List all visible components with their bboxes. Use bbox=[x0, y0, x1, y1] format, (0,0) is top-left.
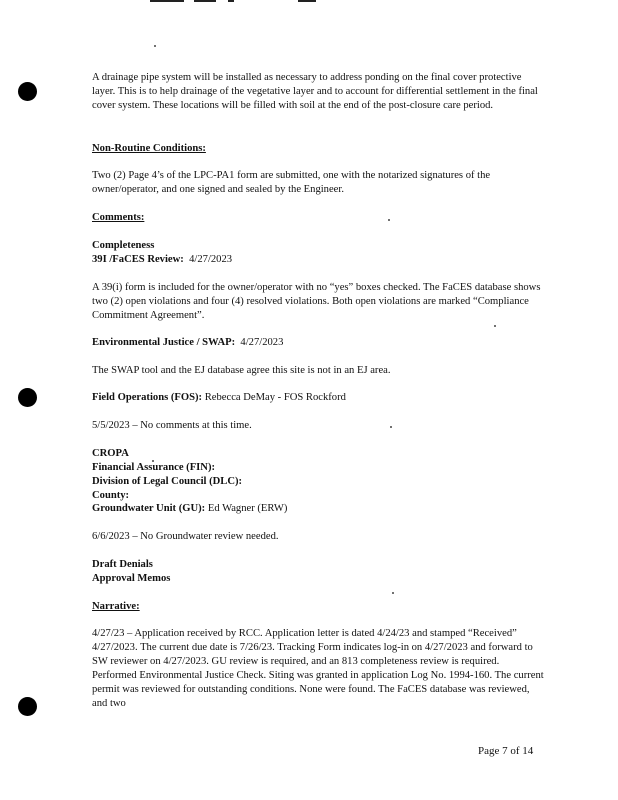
non-routine-heading: Non-Routine Conditions: bbox=[92, 143, 206, 154]
narrative-paragraph: 4/27/23 – Application received by RCC. Application letter is dated 4/24/23 and stamped “Received” 4/27/2023. The current due date is 7/26/23. Tracking Form indicates log-in on 4/27/2023 and forward to SW reviewer on 4/27/2023. GU review is required, and an 813 completeness review is required. Performed Environmental Justice Check. Siting was granted in application Log No. 1994-160. The current permit was reviewed for outstanding conditions. None were found. The FaCES database was reviewed, and two bbox=[92, 628, 544, 709]
top-scan-marks bbox=[150, 0, 320, 3]
county-heading: County: bbox=[92, 490, 130, 501]
review-line bbox=[92, 253, 544, 267]
completeness-heading: Completeness bbox=[92, 240, 155, 251]
fos-paragraph: 5/5/2023 – No comments at this time. bbox=[92, 420, 252, 431]
gu-label: Groundwater Unit (GU): bbox=[92, 503, 206, 514]
dlc-heading: Division of Legal Council (DLC): bbox=[92, 476, 243, 487]
ej-date: 4/27/2023 bbox=[240, 337, 284, 348]
comments-heading: Comments: bbox=[92, 212, 145, 223]
punch-hole-middle bbox=[18, 388, 37, 407]
fos-line bbox=[92, 391, 544, 405]
narrative-heading: Narrative: bbox=[92, 601, 140, 612]
scan-speck bbox=[392, 592, 394, 594]
draft-denials-heading: Draft Denials bbox=[92, 559, 153, 570]
drainage-paragraph: A drainage pipe system will be installed as necessary to address ponding on the final cover protective layer. This is to help drainage of the vegetative layer and to account for differential settlement in the final cover system. These locations will be filled with soil at the end of the post-closure care period. bbox=[92, 72, 538, 111]
scan-speck bbox=[494, 325, 496, 327]
non-routine-paragraph: Two (2) Page 4’s of the LPC-PA1 form are submitted, one with the notarized signatures of the owner/operator, and one signed and sealed by the Engineer. bbox=[92, 170, 491, 195]
punch-hole-bottom bbox=[18, 697, 37, 716]
cropa-heading: CROPA bbox=[92, 448, 129, 459]
review-label: 39I /FaCES Review: bbox=[92, 254, 184, 265]
fos-label: Field Operations (FOS): bbox=[92, 392, 203, 403]
approval-memos-heading: Approval Memos bbox=[92, 573, 171, 584]
ej-line bbox=[92, 336, 544, 350]
gu-line bbox=[92, 502, 544, 516]
page-number: Page 7 of 14 bbox=[478, 745, 534, 757]
fin-heading: Financial Assurance (FIN): bbox=[92, 462, 216, 473]
ej-label: Environmental Justice / SWAP: bbox=[92, 337, 236, 348]
gu-value: Ed Wagner (ERW) bbox=[207, 503, 288, 514]
punch-hole-top bbox=[18, 82, 37, 101]
scan-speck bbox=[154, 45, 156, 47]
gu-paragraph: 6/6/2023 – No Groundwater review needed. bbox=[92, 531, 279, 542]
39i-paragraph: A 39(i) form is included for the owner/operator with no “yes” boxes checked. The FaCES database shows two (2) open violations and four (4) resolved violations. Both open violations are marked “Compliance Commitment Agreement”. bbox=[92, 282, 541, 321]
fos-value: Rebecca DeMay - FOS Rockford bbox=[204, 392, 346, 403]
swap-paragraph: The SWAP tool and the EJ database agree this site is not in an EJ area. bbox=[92, 365, 391, 376]
review-date: 4/27/2023 bbox=[189, 254, 233, 265]
